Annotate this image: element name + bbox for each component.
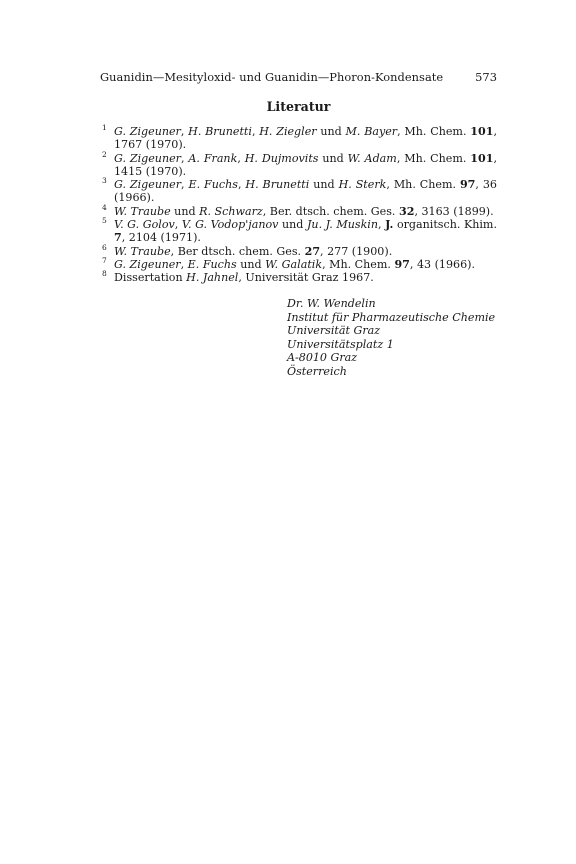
reference-text: ,	[251, 125, 260, 138]
reference-item	[100, 178, 497, 205]
reference-number: 4	[102, 202, 107, 212]
reference-author: Ju. J. Muskin	[306, 218, 378, 232]
reference-text: und	[278, 218, 307, 232]
reference-author: V. G. Golov	[114, 218, 175, 232]
reference-text: , Mh. Chem.	[386, 178, 460, 192]
reference-volume: 97	[459, 178, 476, 192]
reference-author: H. Ziegler	[259, 125, 317, 138]
reference-list	[100, 125, 497, 285]
reference-author: G. Zigeuner	[114, 125, 181, 138]
reference-author: G. Zigeuner	[114, 257, 181, 271]
section-title: Literatur	[266, 99, 331, 114]
reference-text: ,	[181, 178, 189, 192]
author-address	[287, 297, 495, 379]
reference-text: ,	[237, 151, 245, 165]
reference-author: G. Zigeuner	[114, 178, 182, 192]
address-line: A-8010 Graz	[287, 351, 358, 365]
reference-text: , Mh. Chem.	[396, 151, 471, 165]
page-number: 573	[475, 70, 497, 84]
reference-author: H. Sterk	[338, 178, 387, 192]
reference-author: W. Traube	[114, 244, 171, 258]
reference-item	[100, 255, 497, 271]
reference-text: ,	[180, 125, 189, 138]
address-line: Dr. W. Wendelin	[287, 297, 376, 310]
reference-number: 3	[102, 176, 107, 186]
reference-text: , Ber dtsch. chem. Ges.	[170, 244, 305, 258]
reference-author: V. G. Vodop'janov	[181, 218, 279, 232]
reference-author: M. Bayer	[345, 125, 398, 138]
reference-volume: 97	[394, 257, 410, 271]
reference-text: , Universität Graz 1967.	[238, 271, 374, 285]
reference-text: , 2104 (1971).	[121, 231, 201, 245]
reference-text: Dissertation	[114, 271, 187, 285]
address-line: Universität Graz	[287, 324, 381, 338]
reference-text: , Mh. Chem.	[397, 125, 471, 138]
reference-text: ,	[174, 218, 182, 232]
reference-number: 8	[102, 269, 107, 279]
reference-text: , 43 (1966).	[409, 257, 476, 271]
reference-author: E. Fuchs	[188, 178, 238, 192]
reference-author: W. Adam	[347, 151, 397, 165]
reference-item	[100, 125, 497, 152]
reference-author: R. Schwarz	[199, 204, 263, 218]
reference-item	[100, 202, 497, 218]
reference-item	[100, 149, 497, 179]
reference-text: , 277 (1900).	[320, 244, 393, 258]
address-line: Universitätsplatz 1	[287, 337, 394, 351]
reference-text: und	[318, 151, 348, 165]
reference-author: H. Brunetti	[188, 125, 252, 138]
reference-text: , 36 (1966).	[114, 178, 497, 205]
reference-text: , Mh. Chem.	[322, 257, 395, 271]
reference-author: E. Fuchs	[187, 257, 237, 271]
reference-text: ,	[378, 218, 386, 232]
reference-author: W. Galatik	[265, 257, 323, 271]
reference-text: , Ber. dtsch. chem. Ges.	[262, 204, 399, 218]
reference-author: A. Frank	[188, 151, 238, 165]
reference-volume: 101	[470, 125, 494, 138]
reference-text: und	[316, 125, 346, 138]
running-title: Guanidin—Mesityloxid- und Guanidin—Phoron-Kondensate	[100, 70, 444, 84]
reference-number: 5	[102, 216, 107, 226]
reference-item	[100, 271, 497, 284]
reference-item	[100, 242, 497, 258]
reference-text: ,	[237, 178, 246, 192]
reference-text: , 1767 (1970).	[114, 125, 497, 152]
reference-author: G. Zigeuner	[114, 151, 181, 165]
reference-number: 1	[102, 123, 107, 132]
reference-text: , 1415 (1970).	[114, 151, 497, 178]
reference-item	[100, 218, 497, 245]
reference-volume: 32	[398, 204, 415, 218]
reference-text: ,	[180, 257, 188, 271]
reference-text: ,	[180, 151, 189, 165]
reference-number: 2	[102, 149, 107, 159]
reference-author: H. Dujmovits	[244, 151, 319, 165]
address-line: Österreich	[287, 364, 347, 378]
reference-author: W. Traube	[114, 204, 171, 218]
reference-text: organitsch. Khim.	[393, 218, 497, 232]
reference-text: und	[236, 257, 266, 271]
reference-volume: 27	[304, 244, 321, 258]
running-header	[100, 70, 497, 84]
reference-text: und	[309, 178, 339, 192]
reference-volume: J.	[385, 218, 394, 232]
reference-text: , 3163 (1899).	[414, 204, 494, 218]
reference-author: H. Jahnel	[186, 271, 239, 285]
address-line: Institut für Pharmazeutische Chemie	[287, 310, 496, 324]
reference-volume: 7	[114, 231, 122, 245]
reference-number: 7	[102, 255, 107, 265]
reference-text: und	[170, 204, 200, 218]
reference-volume: 101	[470, 151, 494, 165]
reference-author: H. Brunetti	[245, 178, 310, 192]
reference-number: 6	[102, 242, 107, 252]
